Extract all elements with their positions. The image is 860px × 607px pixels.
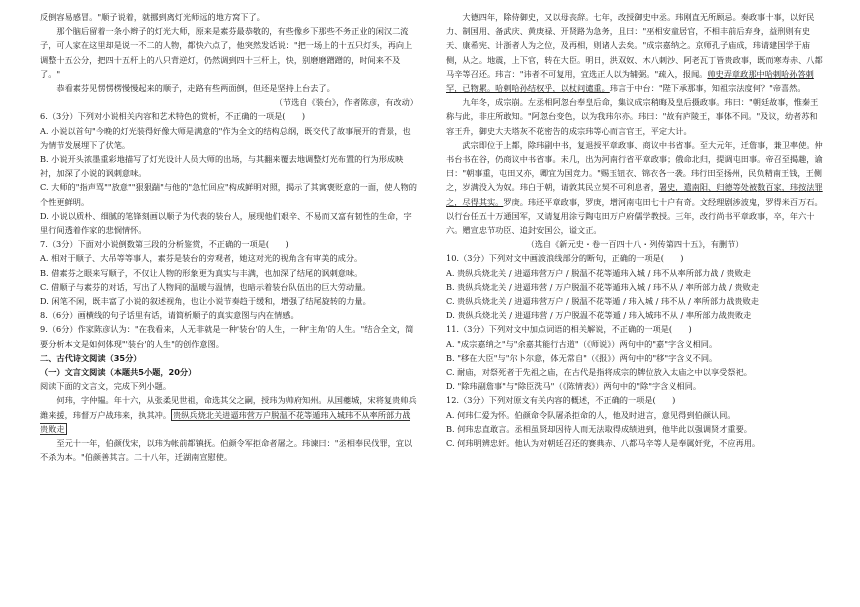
classical-text-line: 九年冬，成宗崩。左丞相阿忽台奉皇后命，集议成宗 xyxy=(462,97,651,108)
question-6-option-c: C. 大师的"指声骂""放意""狠狠踹"与他的"急忙回应"构成鲜明对照，揭示了其寓褒贬意的一面，使人物的个性更鲜明。 xyxy=(40,182,417,207)
question-7-option-b: B. 借素芬之眼来写顺子，不仅让人物的形象更为真实与丰满，也加深了结尾的讽刺意味。 xyxy=(40,267,363,278)
question-7-option-a: A. 相对于顺子、大吊等等事人，素芬是装台的旁观者，她这对光的视角含有审美的成分。 xyxy=(40,253,363,264)
question-9: 9.（6分）作家陈彦认为："在我看来，人无非就是一种'装台'的人生，一种'主角'的人生。"结合全文，简要分析本文是如何体现"'装台'的人生"的创作意图。 xyxy=(40,324,414,349)
dotted-word: 稍晦 xyxy=(650,97,668,108)
underlined-sentence: 那中哈剌哈孙答刺罕，已物累。哈剌哈孙结权乎，以杖问谴重。 xyxy=(446,68,814,94)
classical-text-line: 负精南王钱，王侧之，岁满没入为奴。玮白于朝，请敦其民立契不可利息者， xyxy=(446,168,822,193)
question-10-option-c: C. 贵纵兵烧北关 / 进逼玮营万户 / 脱温不花等遁 / 玮入城 / 玮不从 / 率所部力战贵败走 xyxy=(446,296,759,307)
underlined-sentence: 帅史弄章政 xyxy=(707,68,749,79)
dotted-word: 除 xyxy=(527,139,537,150)
story-paragraph-3: 恭看素芬见愣愣楞慢慢起来的顺子，走路有些两面倒，但还是坚持上台去了。 xyxy=(56,83,335,94)
question-10-option-d: D. 贵纵兵烧北关 / 进逼玮营 / 万户脱温不花等遁 / 玮入城玮不从 / 率所部力战贵败走 xyxy=(446,310,752,321)
classical-source: （选自《新元史・卷一百四十八・列传第四十五》，有删节） xyxy=(526,239,744,250)
classical-paragraph-5 xyxy=(446,138,824,237)
classical-text-line: 国学于庙侧，从之。地震，上下官，转在大臣。明日，洪双奴、木八刺沙、阿老瓦丁皆贵政事，既而 xyxy=(446,40,811,65)
section-title-ancient-reading: 二、古代诗文阅读（35分） xyxy=(40,352,142,363)
classical-paragraph-1-text: 何玮，字仲韫。年十六，从张柔见世祖，命选其父之嗣，授玮为帅府知州。从国夔城，宋将复贵帅兵潍来援，玮督万户战玮来，执其冲。 xyxy=(40,395,417,420)
question-6-option-d: D. 小说以质朴、细腻的笔锋刻画以顺子为代表的装台人，展现他们艰辛、不易而又富有韧性的生命，字里行间透着作家的悲悯情怀。 xyxy=(40,210,412,236)
question-12-option-b: B. 何玮忠直敢言。丞相虽贤却因待人而无法取得成绩进到，他毕此以强调贤才重要。 xyxy=(446,423,752,434)
question-8: 8.（6分）画横线的句子话里有话，请简析顺子的真实意图与内在情感。 xyxy=(40,310,299,321)
underlined-sentence: 数百家，玮按法罪之，尽得其实。 xyxy=(446,182,823,207)
underlined-sentence: 署史，遣南阳、归德等处被 xyxy=(658,182,758,193)
story-source: （节选自《装台》，作者陈彦，有改动） xyxy=(274,97,418,108)
classical-text-line: 秦王称与此，非庄所敢知。"阿忽台变色，以为我玮尔亦。玮曰："故有庐陵王，事体不同。"及议， xyxy=(446,97,819,122)
classical-text-line: 玮言于中台："陛下承那事，知祖宗法度何？"帝喜然。 xyxy=(609,83,806,94)
classical-text-line: 卒，年六十六。赠宣忠节功臣、追封安国公，谥文正。 xyxy=(446,210,815,236)
classical-text-line: 至揭趣，谕曰："朝事重，屯田又亦，卿宜为国竞力。"赐玉钮衣、锦衣各一袭。玮行田至扬州，民 xyxy=(446,154,823,179)
question-7: 7.（3分）下面对小说倒数第三段的分析鉴赏，不正确的一项是( ) xyxy=(40,239,289,250)
question-10-option-b: B. 贵纵兵烧北关 / 进逼玮营 / 万户脱温不花等遁玮入城 / 玮不从 / 率所部力战 / 贵败走 xyxy=(446,281,760,292)
classical-paragraph-2: 至元十一年，伯颜伐宋，以玮为帐前都镇抚。伯颜令军拒命者屠之。玮谏曰："丞相奉民伐罪，宜以不杀为本。"伯颜善其言。二十八年，迁湖南宣慰使。 xyxy=(40,438,413,463)
classical-text-line: 寒寿赤、八都马辛等召还。玮言："讳者不可复用，宜选正人以为辅弼。"疏入，报闻。 xyxy=(446,54,823,79)
classical-text-line: 使。仲书台书在谷，仍商议中书省事。未几，出为河南行省平章政事；俄命北归，提调屯田事。帝召 xyxy=(446,139,823,165)
classical-text-line: 及皇后摄政事。玮曰："朝廷故事，惟 xyxy=(667,97,802,108)
story-paragraph-1: 反倒容易感冒。"顺子说着，就挪到离灯光师远的地方窝下了。 xyxy=(40,12,265,22)
classical-paragraph-3 xyxy=(446,10,824,95)
question-11-option-b: B. "移在大臣"与"尔卜尔意，体无常自"（《报》）两句中的"移"字含义不同。 xyxy=(446,352,718,363)
question-6: 6.（3分）下列对小说相关内容和艺术特色的赏析，不正确的一项是( ) xyxy=(40,111,306,122)
subsection-title-classical-chinese: （一）文言文阅读（本题共5小题，20分） xyxy=(40,367,197,378)
classical-text-line: 好民力、制国用、备武庆、黄庚禄、开贤路为急务，且曰："巫相安童居官，不相丰前后弃身，益刑 xyxy=(446,12,815,37)
question-6-option-b: B. 小说开头浓墨重彩地描写了灯光设计人员大师的出场，与其翻来覆去地调整灯光布置的行为形成映衬，加深了小说的讽刺意味。 xyxy=(40,154,404,179)
question-7-option-c: C. 借顺子与素芬的对话，写出了人物间的温暖与温情，也暗示着装台队伍出的巨大劳动量。 xyxy=(40,281,371,292)
classical-text-line: 武宗即位于上都， xyxy=(462,139,528,150)
classical-paragraph-4 xyxy=(446,95,824,138)
question-11-option-c: C. 耐庙，对祭死者于先祖之庙，在古代是指将成宗的牌位放入太庙之中以享受祭祀。 xyxy=(446,367,752,378)
classical-text-line: 幼者苏和容王升，御史大夫塔灰不花密告的成宗玮等心而言官王，平定大计。 xyxy=(446,111,818,136)
question-12: 12.（3分）下列对原文有关内容的概述，不正确的一项是( ) xyxy=(446,395,676,406)
classical-text-line: 罗庚。玮还平章政事，罗庚，增河南屯田七十户有奇。文经理剧涉波鬼，罗得米百万 xyxy=(503,196,807,207)
question-11-option-d: D. "除玮副詹事"与"除臣洗马"（《陈情表》）两句中的"除"字含义相同。 xyxy=(446,381,702,392)
right-column xyxy=(446,10,824,450)
question-7-option-d: D. 闲笔不闲，既丰富了小说的叙述视角，也让小说节奏趋于缓和，增强了结尾旋转的力量。 xyxy=(40,296,371,307)
question-11-option-a: A. "成宗嘉纳之"与"余嘉其能行古道"（《师说》）两句中的"嘉"字含义相同。 xyxy=(446,338,718,349)
question-12-option-c: C. 何玮明辨忠奸。他认为对朝廷召还的赛典赤、八都马辛等人是奉属奸党，不应再用。 xyxy=(446,438,761,449)
question-10: 10.（3分）下列对文中画波浪线部分的断句，正确的一项是( ) xyxy=(446,253,684,264)
reading-instruction: 阅读下面的文言文，完成下列小题。 xyxy=(40,381,172,392)
classical-text-line: 石。以行台任五十万通国军，又请复用涂亏陶屯田万户府儒学教授。三年，改行尚书平章政事， xyxy=(446,196,823,221)
question-12-option-a: A. 何玮仁爱为怀。伯颜命令队屠杀拒命的人，他及时进言，意见得到伯颜认同。 xyxy=(446,409,736,420)
classical-text-line: 则有史天、康希宪、计浙者人为之位，及再相，则诸人去矣。"成宗嘉纳之。京师孔子庙成，玮请建 xyxy=(446,26,811,51)
question-6-option-a: A. 小说以首句"今晚的灯光装得好像大师是满意的"作为全文的结构总纲，既交代了故事展开的背景，也为情节发展埋下了伏笔。 xyxy=(40,125,411,150)
left-column xyxy=(40,10,418,465)
classical-text-line: 大德四年，除侍御史，又以母丧辞。七年，改授御史中丞。玮刚直无所顾忌。奏政事十事，以 xyxy=(462,12,799,22)
question-10-option-a: A. 贵纵兵烧北关 / 进逼玮营万户 / 脱温不花等遁玮入城 / 玮不从率所部力战 / 贵败走 xyxy=(446,267,751,278)
classical-paragraph-1 xyxy=(40,393,418,436)
classical-text-line: 玮副中书，复退授平章政事、商议中书省事。至大元年，迁詹事，兼卫率 xyxy=(536,139,799,150)
wavy-underline-sentence: 贵纵兵烧北关进逼玮营万户脱温不花等遁玮入城玮不从率所部力战贵败走 xyxy=(40,409,411,434)
question-11: 11.（3分）下列对文中加点词语的相关解说，不正确的一项是( ) xyxy=(446,324,692,335)
story-paragraph-2: 那个脑后留着一条小辫子的灯光大师，原来是素芬最恭敬的，有些像乡下那些不务正业的闲汉二流子，可人家在这里却是说一不二的人物，都快六点了，他突然发话说："把一场上的十五只灯头，再向上调整十五公分，把四十五杆上的八只背逆灯，仍然调到四十三杆上，快，别磨磨蹭蹭的，时间来不及了。" xyxy=(40,26,413,79)
